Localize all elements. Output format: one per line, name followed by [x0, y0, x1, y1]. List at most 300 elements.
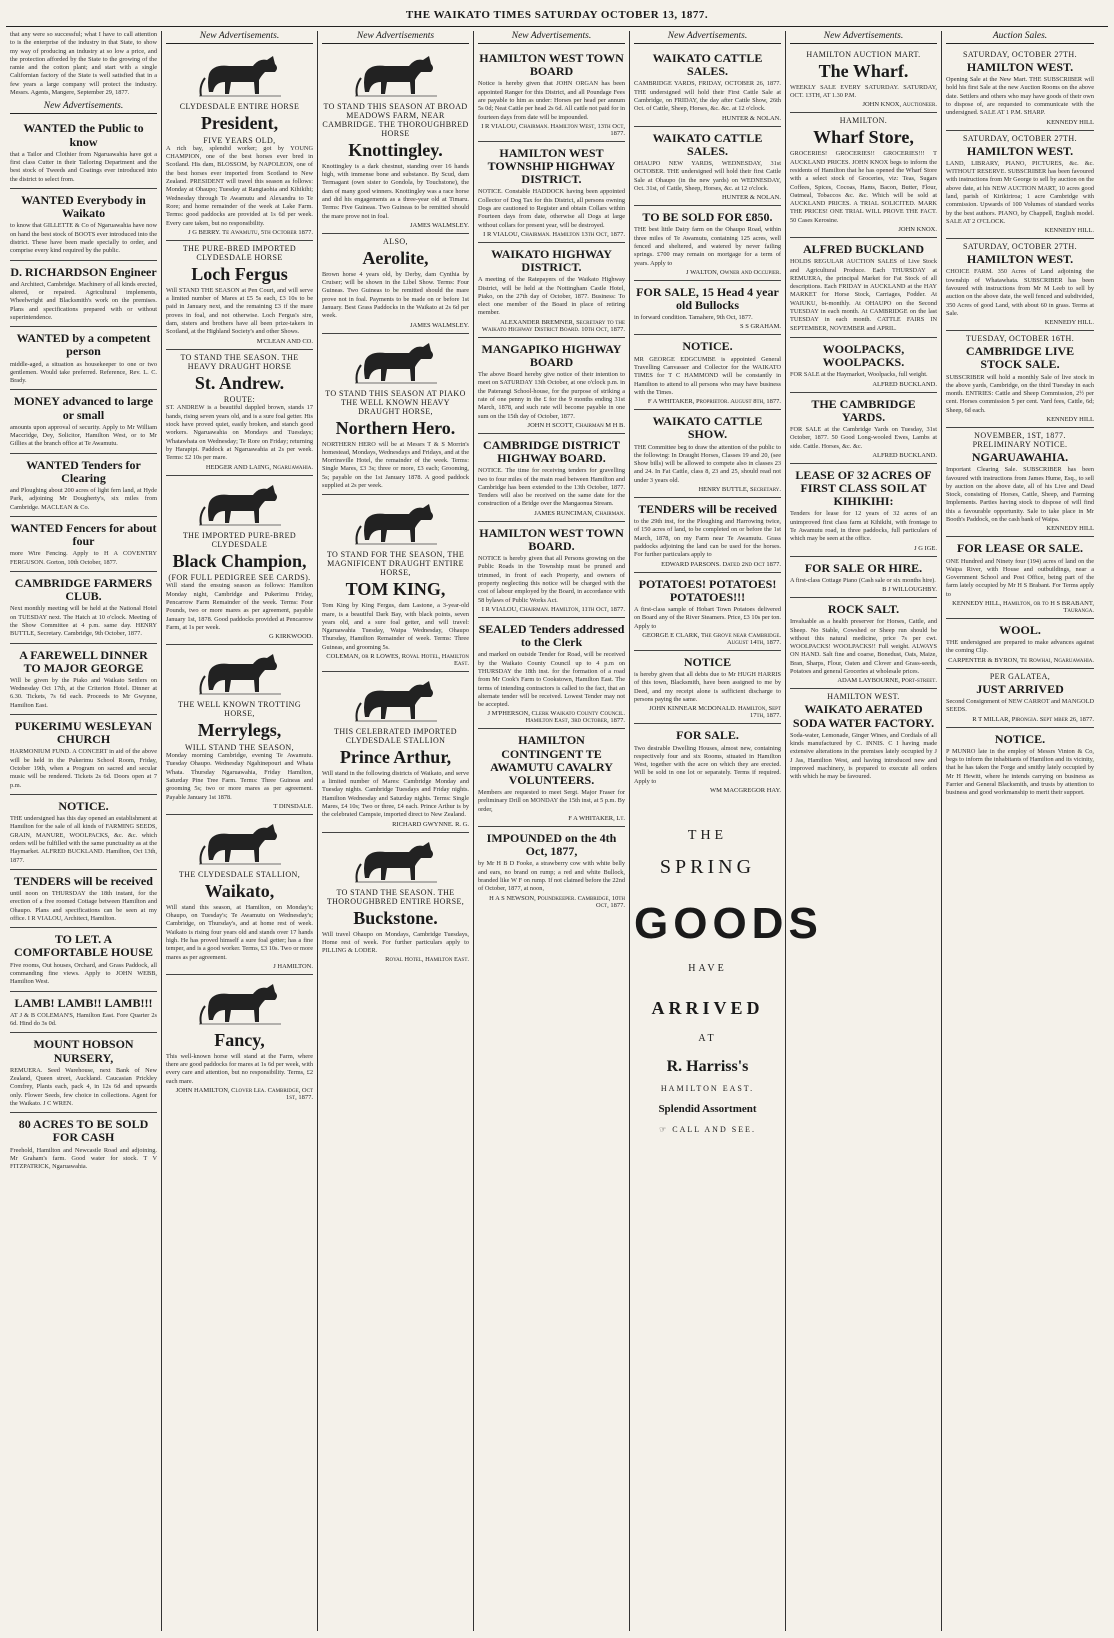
- advert-subheading: PER GALATEA,: [989, 671, 1051, 681]
- advert: [322, 495, 469, 672]
- advert: [946, 428, 1094, 537]
- advert-signature: COLEMAN, or R LOWES, Royal Hotel, Hamilton East.: [326, 652, 469, 667]
- advert-signature: RICHARD GWYNNE. R. G.: [392, 820, 469, 828]
- advert-signature: JOHN H SCOTT, Chairman M H B.: [527, 421, 625, 429]
- advert-signature: KENNEDY HILL.: [1044, 319, 1094, 327]
- advert-title: Northern Hero.: [335, 417, 456, 438]
- advert: [634, 724, 781, 798]
- horse-illustration-icon: [195, 820, 285, 868]
- advert-body: ONE Hundred and Ninety four (194) acres of land on the Waipa River, with House and outbuildings, near a Government School and Post Office, being part of the farm lately occupied by Mr H S Brabant. For Terms apply to: [946, 557, 1094, 598]
- advert: [790, 464, 937, 557]
- advert-body: Will STAND THE SEASON at Pen Court, and will serve a limited number of Mares at £5 5s each, £3 10s to be paid in January next, and the remaining £3 if the mare proves in foal, and not otherwise. Loch Fergus's sire, dam, sisters and brothers have all been prize-takers in Scotland, at the Highland Society's and other Shows.: [166, 286, 313, 336]
- advert-signature: J M'PHERSON, Clerk Waikato County Council. Hamilton East, 3rd October, 1877.: [487, 710, 625, 725]
- spring-goods-advert: [634, 827, 823, 1134]
- advert-subheading: HAMILTON WEST.: [827, 692, 900, 702]
- advert-signature: CARPENTER & BYRON, Te Rowhai, Ngaruawahia.: [948, 656, 1094, 664]
- advert-title: IMPOUNDED on the 4th Oct, 1877,: [486, 831, 617, 859]
- advert-title: POTATOES! POTATOES! POTATOES!!!: [638, 576, 777, 604]
- advert-signature: J G BERRY. Te Awamutu, 5th October 1877.: [188, 228, 313, 236]
- advert-signature: HEDGER AND LAING, Ngaruawahia.: [205, 463, 313, 471]
- advert-subheading: THE PURE-BRED IMPORTED CLYDESDALE HORSE: [182, 243, 297, 262]
- advert-signature: F A WHITAKER, Proprietor. August 8th, 1877.: [647, 398, 781, 406]
- advert-title: The Wharf.: [818, 61, 909, 81]
- advert: [478, 434, 625, 522]
- advert-body: FOR SALE at the Haymarket, Woolpacks, full weight.: [790, 371, 928, 379]
- advert-title: WAIKATO AERATED SODA WATER FACTORY.: [792, 702, 935, 730]
- column-4: [474, 31, 630, 1631]
- advert-title: MONEY advanced to large or small: [13, 394, 154, 422]
- advert-body: Soda-water, Lemonade, Ginger Wines, and Cordials of all kinds manufactured by C. INNIS. C I having made extensive alterations in the premises lately occupied by J J Jas, Hamilton West, and having introduced new and improved machinery, is prepared to execute all orders with which he may be favoured.: [790, 731, 937, 781]
- advert-title: WANTED the Public to know: [23, 121, 144, 149]
- horse-illustration-icon: [195, 980, 285, 1028]
- advert: [10, 1113, 157, 1175]
- column-heading: Auction Sales.: [946, 31, 1094, 44]
- ad-list: [634, 47, 781, 798]
- advert-body: CHOICE FARM. 350 Acres of Land adjoining the township of Whatawhata. SUBSCRIBER has been favoured with instructions from Mr M Leeb to sell by auction on the above date, the well fenced and subdivided, 350 Acres of good Land, with about 60 in grass. Terms at Sale.: [946, 268, 1094, 317]
- advert-title: St. Andrew.: [194, 372, 285, 393]
- pointing-hand-icon: ☞: [659, 1124, 669, 1134]
- advert-note: WILL STAND THE SEASON,: [184, 743, 295, 753]
- advert-title: LEASE OF 32 ACRES OF FIRST CLASS SOIL AT KIHIKIHI:: [795, 467, 932, 509]
- advert-body: THE best little Dairy farm on the Ohaupo Road, within three miles of Te Awamutu, containing 125 acres, well fenced and sheltered, and watered by never failing springs. £700 may remain on mortgage for a term of years. Apply to: [634, 226, 781, 267]
- advert-body: NORTHERN HERO will be at Messrs T & S Morrin's homestead, Mondays, Wednesdays and Fridays, and at the Morrinsville Hotel, the remainder of the week. Terms: Single Mares, £3 3s; three or more, £3 each; Grooming, 5s; payable on the 1st January 1878. A good paddock supplied at 2s per week.: [322, 440, 469, 490]
- advert-title: Merrylegs,: [197, 720, 282, 741]
- advert-title: FOR LEASE OR SALE.: [956, 541, 1084, 556]
- column-heading: New Advertisements.: [166, 31, 313, 44]
- advert-body: NOTICE is hereby given that all Persons growing on the Public Roads in the Township must be pruned and trimmed, in front of each Property, and owners of property neglecting this notice will be charged with the cost of labour employed by the Board, in accordance with 58 bylaws of Public Works Act.: [478, 555, 625, 604]
- advert: [790, 598, 937, 689]
- advert-subheading: THE CLYDESDALE STALLION,: [178, 869, 301, 879]
- advert-subheading: TUESDAY, OCTOBER 16TH.: [965, 334, 1075, 344]
- advert-signature: JAMES WALMSLEY.: [410, 221, 469, 229]
- advert-body: A first-class sample of Hobart Town Potatoes delivered on Board any of the River Steamers. Price, £3 10s per ton. Apply to: [634, 606, 781, 630]
- advert-signature: WM MACGREGOR HAY.: [710, 786, 781, 794]
- advert: [790, 338, 937, 393]
- advert-body: Brown horse 4 years old, by Derby, dam Cynthia by Cruiser; will be shown in the Libel Show. Terms: Four Guineas. Two Guineas to be remitted should the mare prove not in foal. Payments to be made on or before 1st January. Best Grass Paddocks in the Waikato at 2s 6d per week.: [322, 270, 469, 320]
- advert-body: Will be given by the Piako and Waikato Settlers on Wednesday Oct 17th, at the Criterion Hotel. Dinner at 6.30. Tickets, 7s 6d each. Proceeds to Mr Gwynne, Hamilton East.: [10, 676, 157, 709]
- advert: [478, 47, 625, 142]
- advert-title: HAMILTON WEST TOWN BOARD: [479, 51, 624, 79]
- advert-body: THE Committee beg to draw the attention of the public to the following: In Draught Horses, Classes 19 and 20, (see Show bills) will be allowed to compete also in classes 23 and 24. In Fat Cattle, class 8, 23 and 25, should read not under 3 years old.: [634, 443, 781, 484]
- column-5: [630, 31, 823, 1631]
- advert-title: 80 ACRES TO BE SOLD FOR CASH: [18, 1117, 149, 1145]
- advert-title: Knottingley.: [348, 140, 443, 160]
- advert-signature: KENNEDY HILL: [1046, 118, 1094, 126]
- advert-note: ROUTE:: [223, 395, 256, 405]
- advert: [10, 870, 157, 928]
- advert: [322, 334, 469, 496]
- advert-body: FOR SALE at the Cambridge Yards on Tuesday, 31st October, 1877. 50 Good Long-wooled Ewes, Lambs at side. Cattle. Horses, &c. &c.: [790, 425, 937, 450]
- advert: [634, 206, 781, 281]
- advert-title: WANTED Everybody in Waikato: [21, 192, 146, 221]
- advert-title: TO BE SOLD FOR £850.: [642, 210, 773, 225]
- advert: [946, 669, 1094, 728]
- advert-signature: M'CLEAN AND CO.: [256, 337, 313, 345]
- advert-title: TOM KING,: [345, 579, 446, 600]
- advert: [10, 261, 157, 328]
- advert: [790, 393, 937, 464]
- advert: [634, 573, 781, 651]
- advert: [322, 833, 469, 968]
- ad-list: [478, 47, 625, 913]
- horse-illustration-icon: [351, 52, 441, 100]
- advert-title: WAIKATO CATTLE SALES.: [652, 51, 763, 79]
- advert-signature: KENNEDY HILL.: [1044, 227, 1094, 235]
- advert-body: This well-known horse will stand at the Farm, where there are good paddocks for mares at 1s 6d per week, with every care and attention, but no responsibility. Terms, £2 each mare.: [166, 1052, 313, 1085]
- advert-signature: ADAM LAYBOURNE, Port-street.: [837, 677, 937, 685]
- advert: [10, 928, 157, 991]
- advert-body: and Ploughing about 200 acres of light fern land, at Hyde Park, adjoining Mr Dougherty's, six miles from Cambridge. MACLEAN & Co.: [10, 487, 157, 511]
- advert: [790, 689, 937, 785]
- advert-signature: J G IGE.: [914, 544, 937, 552]
- advert-signature: KENNEDY HILL: [1046, 416, 1094, 424]
- advert-body: THE undersigned has this day opened an establishment at Hamilton for the sale of all kinds of FARMING SEEDS, GRAIN, MANURE, WOOLPACKS, &c. &c. which orders will be fulfilled with the same punctuality as at the Haymarket. ALFRED BUCKLAND. Hamilton, Oct 13th, 1877.: [10, 815, 157, 864]
- advert-title: Fancy,: [214, 1029, 265, 1050]
- advert: [10, 795, 157, 870]
- advert-subheading: THE IMPORTED PURE-BRED CLYDESDALE: [182, 530, 297, 549]
- advert-note: FIVE YEARS OLD,: [203, 135, 276, 145]
- column-heading: New Advertisements.: [790, 31, 937, 44]
- advert: [946, 331, 1094, 428]
- advert-subheading: TO STAND THIS SEASON AT BROAD MEADOWS FARM, NEAR CAMBRIDGE. THE THOROUGHBRED HORSE: [322, 102, 469, 138]
- advert: [790, 47, 937, 113]
- advert: [10, 572, 157, 644]
- advert-signature: JOHN KNOX.: [898, 226, 937, 234]
- advert-title: WOOLPACKS, WOOLPACKS.: [822, 341, 905, 370]
- advert: [946, 47, 1094, 131]
- advert-body: and Architect, Cambridge. Machinery of all kinds erected, altered, or repaired. Agricultural implements, Wheelwright and Blacksmith's work on the premises. Plans and specifications prepared with or without superintendence.: [10, 280, 157, 321]
- advert-title: Buckstone.: [353, 907, 438, 928]
- advert-body: and marked on outside Tender for Road, will be received by the Waikato County Council up to 4 p.m on THURSDAY the 18th inst. for the formation of a road from Mr Cook's Farm to Cookstown, Hamilton East. The terms of intending contractors is called to the fact, that an alternate tender will be received. Lowest Tender may not be accepted.: [478, 651, 625, 709]
- advert-signature: I R VIALOU, Chairman. Hamilton 13th Oct, 1877.: [483, 230, 625, 238]
- advert-signature: JAMES WALMSLEY.: [410, 321, 469, 329]
- advert: [10, 992, 157, 1034]
- horse-illustration-icon: [351, 500, 441, 548]
- advert: [478, 338, 625, 434]
- advert-body: P MUNRO late in the employ of Messrs Vinton & Co, begs to inform the inhabitants of Hamilton and its vicinity, that he has taken the Forge and smithy lately occupied by Mr H Hewitt, where he intends carrying on business as Farrier and General Blacksmith, and trusts by attention to business and good workmanship to merit their support.: [946, 747, 1094, 797]
- merchant-name: R. Harriss's: [666, 1057, 749, 1075]
- advert: [634, 47, 781, 127]
- advert-body: Second Consignment of NEW CARROT and MANGOLD SEEDS.: [946, 697, 1094, 714]
- advert: [634, 127, 781, 207]
- advert-title: NOTICE.: [994, 731, 1046, 746]
- advert: [946, 239, 1094, 331]
- advert-subheading: THIS CELEBRATED IMPORTED CLYDESDALE STALLION: [334, 726, 457, 745]
- advert-subheading: SATURDAY, OCTOBER 27TH.: [963, 133, 1077, 143]
- advert: [478, 729, 625, 827]
- advert-signature: JAMES RUNCIMAN, Chairman.: [534, 509, 625, 517]
- advert-subheading: CLYDESDALE ENTIRE HORSE: [179, 102, 300, 111]
- advert-signature: EDWARD PARSONS. Dated 2nd Oct 1877.: [661, 560, 781, 568]
- advert-body: Knottingley is a dark chestnut, standing over 16 hands high, with immense bone and substance. By Scud, dam Termagant (own sister to Gondola, by Touchstone), the dam of many good winners. Knottingley was a race horse and did his engagements as a three-year old at Timaru. Terms: Five Guineas. Two Guineas to be remitted should the mare prove not in foal.: [322, 162, 469, 220]
- advert-signature: I R VIALOU, Chairman. Hamilton, 11th Oct, 1877.: [481, 605, 625, 613]
- advert-body: GROCERIES! GROCERIES!! GROCERIES!!! T AUCKLAND PRICES. JOHN KNOX begs to inform the residents of Hamilton that he has opened the Wharf Store with a select stock of Groceries, viz: Teas, Sugars Coffees, Spices, Cocoas, Hams, Bacon, Butter, Flour, Oatmeal, Tobaccos &c. &c. Which will be sold at AUCKLAND PRICES. A TRIAL SOLICITED. MARK THE PRICES! ONE TRIAL WILL PROVE THE FACT. 50 Cases Kerosine.: [790, 150, 937, 224]
- advert: [478, 827, 625, 913]
- advert-signature: JOHN HAMILTON, Clover Lea. Cambridge, Oct 1st, 1877.: [175, 1086, 313, 1101]
- advert: [634, 410, 781, 498]
- advert: [10, 390, 157, 453]
- spring-the: THE: [687, 827, 728, 843]
- advert-body: Will stand in the following districts of Waikato, and serve a limited number of Mares: Cambridge Monday and Tuesday nights. Cambridge Tuesdays and Friday nights. Hamilton Wednesday and Saturday nights. Terms: Single Mares, £4 10s; Two or three, £4 each. Prince Arthur is by the celebrated Campsie, imported direct to New Zealand.: [322, 769, 469, 819]
- advert-subheading: SATURDAY, OCTOBER 27TH.: [963, 50, 1077, 59]
- advert-title: JUST ARRIVED: [976, 681, 1064, 696]
- advert-title: NGARUAWAHIA.: [971, 450, 1069, 465]
- advert: [166, 975, 313, 1105]
- advert-title: HAMILTON WEST TOWNSHIP HIGHWAY DISTRICT.: [487, 145, 616, 187]
- advert-signature: R T MILLAR, Pirongia. Sept mber 26, 1877.: [972, 715, 1094, 723]
- advert-body: NOTICE. The time for receiving tenders for gravelling two to four miles of the main road between Hamilton and Cambridge has been extended to the 13th October, 1877. Tenders will also be received on the same date for the construction of a Bridge over the Mangaonua Stream.: [478, 467, 625, 508]
- ad-list: [946, 47, 1094, 802]
- advert-body: to the 29th inst, for the Ploughing and Harrowing twice, of 150 acres of land, to be completed on or before the 1st March, 1878, on my Farm near Te Awamutu. Grass paddocks adjoining the land can be used for the horses. For further particulars apply to: [634, 518, 781, 559]
- column-heading: New Advertisements.: [10, 101, 157, 114]
- call-and-see: [634, 1125, 781, 1134]
- advert-body: HARMONIUM FUND. A CONCERT in aid of the above will be held in the Pukerimu School Room, Friday, October 19th, when a Program on sacred and secular music will be rendered. Tickets 2s 6d. Doors open at 7 p.m.: [10, 748, 157, 789]
- advert-body: ST. ANDREW is a beautiful dappled brown, stands 17 hands, rising seven years old, and is a sure foal getter. His stock have proved quiet, easily broken, and stanch good workers. Ngaruawahia on Mondays and Tuesdays; Whatawhata on Wednesday; Te Rore on Friday; returning by Harapipi. Paddock at Ngaruawahia at 2s per week. Terms: £2 10s per mare.: [166, 404, 313, 462]
- advert-body: Notice is hereby given that JOHN ORGAN has been appointed Ranger for this District, and all Poundage Fees are payable to him as under: Horses per head per annum 5s 0d; Neat Cattle per head 2s 6d. All cattle not paid for in fourteen days from date will be impounded.: [478, 80, 625, 121]
- advert: [10, 644, 157, 716]
- advert-subheading: TO STAND THE SEASON. THE THOROUGHBRED ENTIRE HORSE,: [326, 887, 465, 906]
- column-2: [162, 31, 318, 1631]
- goods-word: GOODS: [634, 898, 823, 948]
- advert-signature: GEORGE E CLARK, The Grove near Cambridge. August 14th, 1877.: [642, 631, 781, 646]
- column-3: [318, 31, 474, 1631]
- advert: [946, 131, 1094, 240]
- horse-illustration-icon: [351, 339, 441, 387]
- advert: [790, 238, 937, 338]
- advert: [634, 498, 781, 573]
- advert-body: Members are requested to meet Sergt. Major Fraser for preliminary Drill on MONDAY the 15th inst, at 5 p.m. By order,: [478, 789, 625, 813]
- advert-subheading: ALSO,: [383, 236, 408, 246]
- advert-title: MOUNT HOBSON NURSERY,: [33, 1037, 134, 1065]
- advert-signature: Royal Hotel, Hamilton East.: [385, 956, 469, 964]
- advert-title: D. RICHARDSON Engineer: [10, 264, 157, 279]
- advert: [10, 454, 157, 517]
- at-word: AT: [698, 1032, 717, 1044]
- spring-word: SPRING: [659, 855, 756, 878]
- advert-subheading: HAMILTON AUCTION MART.: [806, 50, 921, 59]
- advert-body: more Wire Fencing. Apply to H A COVENTRY FERGUSON. Gorton, 10th October, 1877.: [10, 550, 157, 566]
- advert: [946, 728, 1094, 802]
- advert: [790, 113, 937, 238]
- advert-title: PUKERIMU WESLEYAN CHURCH: [14, 719, 153, 747]
- advert-body: amounts upon approval of security. Apply to Mr William Maccridge, Dey, Solicitor, Hamilton West, or to Mr Gillies at the branch office at Te Awamutu.: [10, 423, 157, 448]
- advert-note: (FOR FULL PEDIGREE SEE CARDS).: [168, 573, 311, 583]
- advert-body: REMUERA. Seed Warehouse, next Bank of New Zealand, Queen street, Auckland. Caucasian Prickley Comfrey, Plants each, pack 4, in 12s 6d and upwards only. Flower Seeds, few choice in collections. Agent for the Waikato. J C WREN.: [10, 1066, 157, 1107]
- advert-body: Freehold, Hamilton and Newcastle Road and adjoining. Mr Graham's farm. Good water for stock. T V FITZPATRICK, Ngaruawahia.: [10, 1146, 157, 1171]
- advert-subheading: SATURDAY, OCTOBER 27TH.: [963, 242, 1077, 252]
- advert-title: TENDERS will be received: [14, 873, 153, 888]
- advert-title: HAMILTON WEST.: [966, 252, 1074, 267]
- advert: [322, 672, 469, 833]
- advert-body: is hereby given that all debts due to Mr HUGH HARRIS of this town, Blacksmith, have been assigned to me by Deed, and my receipt alone is sufficient discharge to persons paying the same.: [634, 671, 781, 704]
- advert-title: FOR SALE.: [676, 728, 739, 743]
- advert-title: Black Champion,: [172, 550, 307, 571]
- advert-signature: T DINSDALE.: [273, 802, 313, 810]
- advert-title: HAMILTON CONTINGENT TE AWAMUTU CAVALRY VOLUNTEERS.: [490, 733, 613, 787]
- advert-body: by Mr H B D Fooke, a strawberry cow with white belly and ears, no brand on rump; a red and white Bullock, branded like W F on rump. If not claimed before the 22nd of October, 1877, at noon,: [478, 860, 625, 893]
- advert: [634, 281, 781, 336]
- advert-signature: S S GRAHAM.: [740, 323, 781, 331]
- advert: [634, 651, 781, 724]
- column-heading: New Advertisements.: [634, 31, 781, 44]
- assortment-line: Splendid Assortment: [658, 1102, 757, 1115]
- column-7: [942, 31, 1098, 1631]
- advert-body: in forward condition. Tamahere, 9th Oct, 1877.: [634, 314, 753, 322]
- advert: [10, 517, 157, 572]
- advert-signature: B J WILLOUGHBY.: [882, 586, 937, 594]
- advert-title: TENDERS will be received: [638, 502, 777, 516]
- advert-signature: H A S NEWSON, Poundkeeper. Cambridge, 10th Oct, 1877.: [489, 894, 625, 909]
- advert-title: Prince Arthur,: [339, 746, 452, 767]
- advert-title: WAIKATO CATTLE SALES.: [652, 130, 763, 158]
- advert-subheading: HAMILTON.: [839, 116, 888, 126]
- intro-article: that any were so successful; what I have to call attention to is the enterprise of the industry in that State, to show my way of producing an industry at so low a price, and the protection afforded by the State to the growing of the ramie and the cotton plant; and start with a single Californian factory of the State is well satisfied that in a few years a large company will protect the industry. Messrs. Agents, Mangere, September 29, 1877.: [10, 31, 157, 97]
- advert-title: SEALED Tenders addressed to the Clerk: [478, 621, 625, 650]
- advert: [166, 47, 313, 241]
- advert-subheading: NOVEMBER, 1ST, 1877. PRELIMINARY NOTICE.: [972, 431, 1068, 450]
- advert-title: WOOL.: [999, 623, 1041, 637]
- have-word: HAVE: [688, 962, 727, 974]
- advert-signature: KENNEDY HILL: [1046, 525, 1094, 533]
- advert-title: WANTED Fencers for about four: [10, 520, 157, 549]
- advert-title: WANTED by a competent person: [16, 331, 151, 359]
- advert-body: LAND, LIBRARY, PIANO, PICTURES, &c. &c. WITHOUT RESERVE. SUBSCRIBER has been favoured with instructions from Mr George to sell by auction on the above date, at his NEW AUCTION MART, 10 acres good land, parish of Kirikiriroa; 1 acre Cambridge with commission. Upwards of 100 Volumes of standard works by the best authors. PIANO, by Chappell, English model. SALE AT 2 O'CLOCK.: [946, 159, 1094, 225]
- advert-title: A FAREWELL DINNER TO MAJOR GEORGE: [19, 647, 148, 675]
- advert-body: OHAUPO NEW YARDS, WEDNESDAY, 31st OCTOBER. THE undersigned will hold their first Cattle Sale at Ohaupo (in the new yards) on WEDNESDAY, Oct. 31st, of Cattle, Sheep, Horses, &c. at 12 o'clock.: [634, 159, 781, 192]
- advert-title: Aerolite,: [362, 247, 429, 268]
- advert-title: FOR SALE OR HIRE.: [804, 560, 923, 575]
- advert-title: WAIKATO HIGHWAY DISTRICT.: [491, 246, 612, 275]
- advert-title: MANGAPIKO HIGHWAY BOARD: [481, 341, 622, 369]
- advert-title: HAMILTON WEST.: [966, 143, 1074, 158]
- advert: [478, 522, 625, 618]
- horse-illustration-icon: [351, 677, 441, 725]
- advert-body: SUBSCRIBER will hold a monthly Sale of live stock in the above yards, Cambridge, on the third Tuesday in each month. ENTRIES: Cattle and Sheep Commission, 2½ per cent. Horses commission 5 per cent. Yard fees, Cattle, 6d; Sheep, 6d each.: [946, 373, 1094, 414]
- advert-body: Next monthly meeting will be held at the National Hotel on TUESDAY next. The Hatch at 10 o'clock. Meeting of the Show Committee at 4 p.m. same day. HENRY BUTTLE, Secretary. Cambridge, 9th October, 1877.: [10, 605, 157, 638]
- advert-body: until noon on THURSDAY the 18th instant, for the erection of a five roomed Cottage between Hamilton and Ohaupo. Plans and specifications can be seen at my office. I R VIALOU, Architect, Hamilton.: [10, 890, 157, 922]
- advert-title: CAMBRIDGE FARMERS CLUB.: [14, 575, 153, 604]
- advert-title: WANTED Tenders for Clearing: [26, 457, 141, 485]
- advert: [634, 335, 781, 410]
- advert-body: WEEKLY SALE EVERY SATURDAY. SATURDAY, OCT. 13TH, AT 1.30 P.M.: [790, 83, 937, 100]
- advert-signature: HUNTER & NOLAN.: [721, 114, 781, 122]
- advert-body: Will stand this season, at Hamilton, on Monday's; Ohaupo, on Tuesday's; Te Awamutu on Wednesday's; Cambridge, on Thursday's, and at home rest of week. Waikato is rising four years old and stands over 17 hands high. He has proved himself a sure foal getter; has a fine temper, and is a good worker. Terms, £3 10s. Two or more mares as per agreement.: [166, 903, 313, 961]
- advert-body: middle-aged, a situation as housekeeper to one or two gentlemen. Would take preferred. Reference, Rev. L. C. Brady.: [10, 360, 157, 385]
- ad-list: [10, 117, 157, 1175]
- advert-title: ALFRED BUCKLAND: [802, 242, 924, 257]
- advert-body: CAMBRIDGE YARDS, FRIDAY, OCTOBER 26, 1877. THE undersigned will hold their First Cattle Sale at Cambridge, on FRIDAY, the day after Cattle Show, 26th Oct. of Cattle, Sheep, Horses, &c. &c. at 12 o'clock.: [634, 80, 781, 113]
- advert-body: Will travel Ohaupo on Mondays, Cambridge Tuesdays, Home rest of week. For further particulars apply to PILLING & LODER.: [322, 930, 469, 955]
- advert: [946, 537, 1094, 619]
- advert-signature: HUNTER & NOLAN.: [721, 194, 781, 202]
- advert-title: THE CAMBRIDGE YARDS.: [811, 396, 916, 424]
- advert-signature: I R VIALOU, Chairman. Hamilton West, 13th Oct, 1877.: [481, 122, 625, 137]
- column-6: [786, 31, 942, 1631]
- advert: [166, 476, 313, 646]
- call-text: CALL AND SEE.: [672, 1124, 756, 1134]
- horse-illustration-icon: [195, 650, 285, 698]
- horse-illustration-icon: [195, 52, 285, 100]
- horse-illustration-icon: [195, 481, 285, 529]
- advert: [478, 618, 625, 729]
- advert-body: Important Clearing Sale. SUBSCRIBER has been favoured with instructions from James Hume, Esq., to sell by auction on the above date, all of his Live and Dead Stock, consisting of Horses, Cattle, Sheep, and Farming Implements. Parties having stock to dispose of will find this a favourable opportunity. Sale to take place in Mr Booth's Paddock, on the cash bank of Waipa.: [946, 466, 1094, 524]
- advert-body: Opening Sale at the New Mart. THE SUBSCRIBER will hold his first Sale at the new Auction Rooms on the above date. Settlers and others who may have goods of their own to dispose of, are requested to communicate with the undersigned. SALE AT 1 P.M. SHARP.: [946, 76, 1094, 117]
- advert: [10, 1033, 157, 1113]
- advert-body: Monday morning Cambridge, evening Te Awamutu. Tuesday Ohaupo. Wednesday Ngahinepouri and Whata Whata. Thursday Ngaruawahia, Friday Hamilton, Saturday Pine Tree Farm. Terms: Three Guineas and grooming 5s; two or more mares as per agreement. Payable January 1st 1878.: [166, 752, 313, 801]
- advert-signature: ALFRED BUCKLAND.: [872, 451, 937, 459]
- advert-title: President,: [200, 113, 279, 133]
- advert-title: WAIKATO CATTLE SHOW.: [652, 414, 763, 442]
- advert-title: CAMBRIDGE DISTRICT HIGHWAY BOARD.: [482, 437, 621, 466]
- advert-title: Waikato,: [204, 880, 275, 901]
- advert: [166, 645, 313, 815]
- column-1: [6, 31, 162, 1631]
- advert: [166, 815, 313, 975]
- advert-body: A meeting of the Ratepayers of the Waikato Highway District, will be held at the Nottingham Castle Hotel, Piako, on the 27th day of October, 1877. Business: To elect one member of the Board in place of retiring member.: [478, 276, 625, 317]
- advert-title: FOR SALE, 15 Head 4 year old Bullocks: [636, 284, 779, 312]
- advert-body: Invaluable as a health preserver for Horses, Cattle, and Sheep. No Stable, Cowshed or Sheep run should be without this natural medicine, price 7s per cwt. WOOLPACKS! WOOLPACKS!! Full weight. ALWAYS ON HAND. Salt fine and coarse, Bonedust, Oats, Maize, Bran, Sharps, Flour, Oaten and Clover and Grass-seeds, Potatoes and general Groceries at wholesale prices.: [790, 618, 937, 676]
- advert-signature: F A WHITAKER, Lt.: [568, 815, 625, 823]
- advert-body: THE undersigned are prepared to make advances against the coming Clip.: [946, 639, 1094, 655]
- advert: [10, 715, 157, 795]
- advert-body: NOTICE. Constable HADDOCK having been appointed Collector of Dog Tax for this District, all persons owning Dogs are cautioned to Register and obtain Collars within Fourteen days from date, otherwise all Dogs at large without collars for present year, will be destroyed.: [478, 188, 625, 229]
- advert-body: Two desirable Dwelling Houses, almost new, containing respectively four and six Rooms, situated in Hamilton West, together with the acre on which they are erected. Will be sold in one lot or separately. Terms if required. Apply to: [634, 744, 781, 785]
- advert: [10, 117, 157, 189]
- ad-list: [322, 47, 469, 967]
- advert-signature: J WALTON, Owner and Occupier.: [686, 268, 781, 276]
- advert-signature: JOHN KINNEAR McDONALD. Hamilton, Sept 17th, 1877.: [649, 705, 781, 720]
- masthead: THE WAIKATO TIMES SATURDAY OCTOBER 13, 1877.: [6, 4, 1108, 27]
- advert: [946, 619, 1094, 669]
- advert: [322, 234, 469, 334]
- advert-body: Tom King by King Fergus, dam Lastone, a 3-year-old mare, is a beautiful Dark Bay, with black points, seven years old, and a sure foal getter, and will travel: Ngaruawahia Tuesday, Waipa Wednesday, Ohaupo Thursday, Hamilton Remainder of week. Terms: Three Guineas, and grooming 5s.: [322, 602, 469, 651]
- advert-signature: ALEXANDER BREMNER, Secretary to the Waikato Highway District Board. 10th Oct, 1877.: [481, 318, 625, 333]
- advert-signature: ALFRED BUCKLAND.: [872, 380, 937, 388]
- columns: [6, 31, 1108, 1631]
- advert-body: A first-class Cottage Piano (Cash sale or six months hire).: [790, 576, 936, 584]
- advert-subheading: TO STAND FOR THE SEASON, THE MAGNIFICENT DRAUGHT ENTIRE HORSE,: [326, 550, 465, 578]
- advert-title: TO LET. A COMFORTABLE HOUSE: [13, 932, 154, 960]
- advert-subheading: TO STAND THIS SEASON AT PIAKO THE WELL KNOWN HEAVY DRAUGHT HORSE,: [325, 388, 466, 416]
- advert-signature: KENNEDY HILL, Hamilton, or to H S BRABANT, Tauranga.: [952, 600, 1094, 614]
- horse-illustration-icon: [351, 838, 441, 886]
- advert-body: that a Tailor and Clothier from Ngaruawahia have got a first class Cutter in their Tailoring Department and the best stock of Tweeds and Coatings ever introduced into the district to select from.: [10, 150, 157, 183]
- advert-body: Five rooms, Out houses, Orchard, and Grass Paddock, all commanding fine views. Apply to JOHN WEBB, Hamilton West.: [10, 961, 157, 986]
- advert-body: Tenders for lease for 12 years of 32 acres of an unimproved first class farm at Kihikihi, with frontage to Te Awamutu road, in three paddocks, full particulars of which may be seen at the office.: [790, 510, 937, 543]
- advert: [478, 142, 625, 243]
- advert: [790, 557, 937, 598]
- advert: [10, 327, 157, 390]
- advert-body: The above Board hereby give notice of their intention to meet on SATURDAY 13th October, at one o'clock p.m. in the Paterangi School-house, for the purpose of striking a rate of one penny in the £ for the 9 months ending 31st March, 1878, and such rate will become payable in one sum on the 15th day of October, 1877.: [478, 371, 625, 420]
- advert-title: NOTICE.: [682, 339, 733, 354]
- column-heading: New Advertisements.: [478, 31, 625, 44]
- advert-title: NOTICE.: [58, 798, 109, 813]
- advert-title: HAMILTON WEST.: [966, 60, 1074, 74]
- advert-subheading: THE WELL KNOWN TROTTING HORSE,: [177, 700, 302, 719]
- advert: [10, 189, 157, 261]
- advert-body: A rich bay, splendid worker; got by YOUNG CHAMPION, one of the best horses ever bred in Scotland. His dam, BLOSSOM, by NAPOLEON, one of the best horses ever imported from Scotland to New Zealand. PRESIDENT will travel this season as follows: Monday at Ohaupo; Tuesday at Rangiaohia and Kihikihi; Wednesday through Te Awamutu and Alexandra to Te Rore; and home remainder of the week at Lake Farm. Terms: good paddocks are provided at 1s 6d per week. Every care taken, but no responsibility.: [166, 144, 313, 227]
- ad-list: [790, 47, 937, 786]
- advert: [166, 241, 313, 350]
- advert-title: NOTICE: [683, 654, 732, 669]
- advert-body: MR GEORGE EDGCUMBE is appointed General Travelling Canvasser and Collector for the WAIKATO TIMES for T C HAMMOND will be constantly in Hamilton to attend to all persons who may have business with the Times.: [634, 355, 781, 396]
- advert-signature: G KIRKWOOD.: [268, 633, 313, 641]
- arrived-word: ARRIVED: [651, 997, 764, 1018]
- advert-subheading: TO STAND THE SEASON. THE HEAVY DRAUGHT HORSE: [180, 352, 299, 371]
- ad-list: [166, 47, 313, 1105]
- advert-signature: J HAMILTON.: [273, 962, 313, 970]
- advert-title: HAMILTON WEST TOWN BOARD.: [479, 525, 624, 553]
